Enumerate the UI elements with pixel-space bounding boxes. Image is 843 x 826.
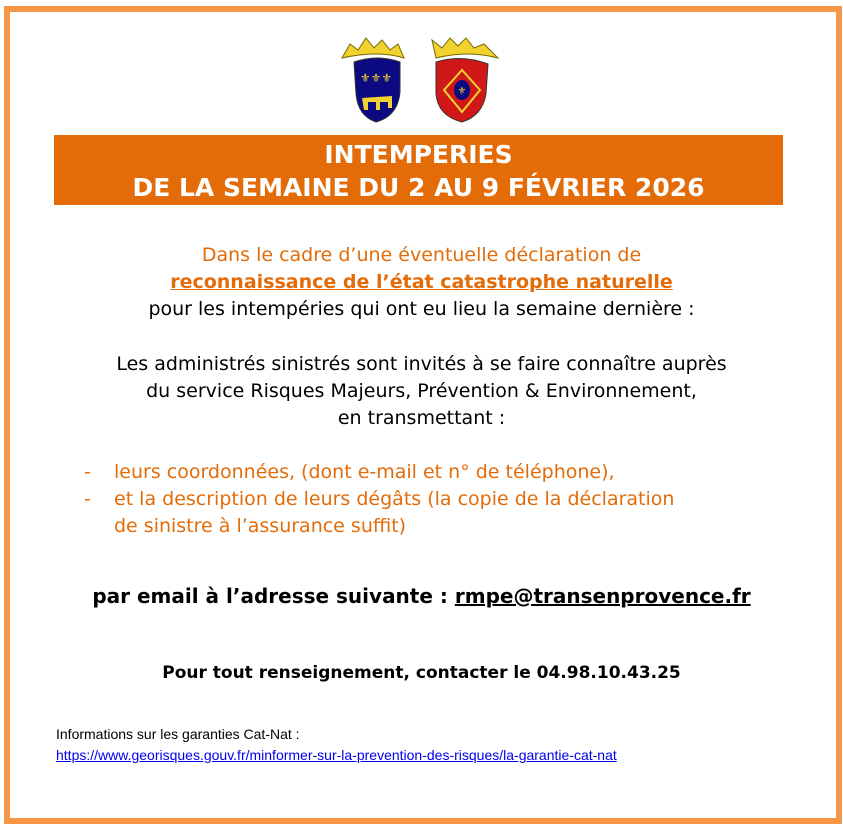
- list-item-text: de sinistre à l’assurance suffit): [114, 515, 407, 537]
- coat-of-arms-logos: [338, 36, 503, 126]
- invite-line-1: Les administrés sinistrés sont invités à se faire connaître auprès: [116, 353, 727, 375]
- intro-line-1: Dans le cadre d’une éventuelle déclaration de: [201, 244, 642, 266]
- email-address-link[interactable]: rmpe@transenprovence.fr: [454, 584, 751, 608]
- info-label: Informations sur les garanties Cat-Nat :: [56, 726, 300, 742]
- list-item-text: leurs coordonnées, (dont e-mail et n° de téléphone),: [114, 461, 615, 483]
- svg-text:⚜: ⚜: [457, 86, 467, 97]
- title-line-1: INTEMPERIES: [324, 140, 513, 169]
- title-banner: [54, 135, 783, 205]
- email-line: [40, 584, 803, 608]
- title-line-2: DE LA SEMAINE DU 2 AU 9 FÉVRIER 2026: [132, 173, 705, 202]
- red-crest-icon: [432, 38, 498, 122]
- invite-line-3: en transmettant :: [337, 407, 506, 429]
- intro-line-3: pour les intempéries qui ont eu lieu la semaine dernière :: [148, 298, 695, 320]
- blue-crest-icon: [342, 38, 404, 122]
- list-dash: -: [84, 461, 91, 483]
- georisques-link[interactable]: https://www.georisques.gouv.fr/minformer-sur-la-prevention-des-risques/la-garantie-cat-nat: [56, 747, 617, 763]
- list-dash: -: [84, 488, 91, 510]
- invite-line-2: du service Risques Majeurs, Prévention & Environnement,: [146, 380, 697, 402]
- contact-line: Pour tout renseignement, contacter le 04.98.10.43.25: [162, 663, 681, 683]
- email-prefix: par email à l’adresse suivante :: [92, 584, 455, 608]
- intro-line-2: reconnaissance de l’état catastrophe naturelle: [170, 271, 673, 293]
- svg-text:⚜⚜⚜: ⚜⚜⚜: [359, 71, 393, 85]
- list-item-text: et la description de leurs dégâts (la copie de la déclaration: [114, 488, 675, 510]
